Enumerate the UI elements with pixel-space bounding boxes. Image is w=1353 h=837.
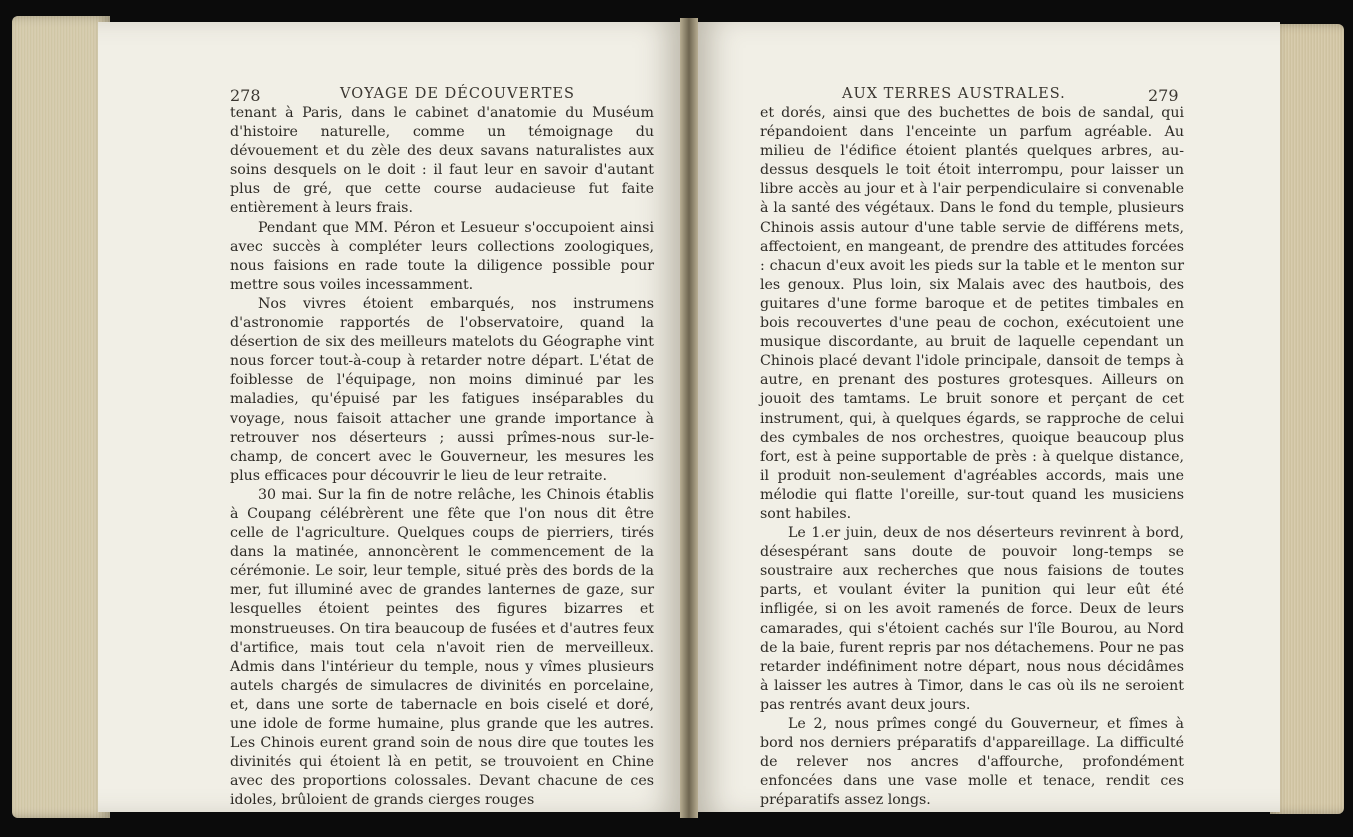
left-page-edges (12, 16, 110, 818)
right-running-head: AUX TERRES AUSTRALES. (842, 86, 1066, 102)
left-page-number: 278 (230, 86, 261, 105)
right-page-number: 279 (1148, 86, 1179, 105)
left-paragraph-4: 30 mai. Sur la fin de notre relâche, les Chinois établis à Coupang célébrèrent une fête que l'on nous dit être celle de l'agriculture. Quelques coups de pierriers, tirés dans la matinée, annoncèrent le commencement de la cérémonie. Le soir, leur temple, situé près des bords de la mer, fut illuminé avec de grandes lanternes de gaze, sur lesquelles étoient peintes des figures bizarres et monstrueuses. On tira beaucoup de fusées et d'autres feux d'artifice, mais tout cela n'avoit rien de merveilleux. Admis dans l'intérieur du temple, nous y vîmes plusieurs autels chargés de simulacres de divinités en porcelaine, et, dans une sorte de tabernacle en bois ciselé et doré, une idole de forme humaine, plus grande que les autres. Les Chinois eurent grand soin de nous dire que toutes les divinités qui étoient là en petit, se trouvoient en Chine avec des proportions colossales. Devant chacune de ces idoles, brûloient de grands cierges rouges (230, 486, 654, 809)
right-page-body (760, 104, 1184, 810)
left-paragraph-2: Pendant que MM. Péron et Lesueur s'occupoient ainsi avec succès à compléter leurs collections zoologiques, nous faisions en rade toute la diligence possible pour mettre sous voiles incessamment. (230, 219, 654, 293)
right-page-edges (1270, 24, 1344, 814)
right-paragraph-1: et dorés, ainsi que des buchettes de bois de sandal, qui répandoient dans l'enceinte un parfum agréable. Au milieu de l'édifice étoient plantés quelques arbres, au-dessus desquels le toit étoit interrompu, pour laisser un libre accès au jour et à l'air perpendiculaire si convenable à la santé des végétaux. Dans le fond du temple, plusieurs Chinois assis autour d'une table servie de différens mets, affectoient, en mangeant, de prendre des attitudes forcées : chacun d'eux avoit les pieds sur la table et le menton sur les genoux. Plus loin, six Malais avec des hautbois, des guitares d'une forme baroque et de petites timbales en bois recouvertes d'une peau de cochon, exécutoient une musique discordante, au bruit de laquelle cependant un Chinois placé devant l'idole principale, dansoit de temps à autre, en prenant des postures grotesques. Ailleurs on jouoit des tamtams. Le bruit sonore et perçant de cet instrument, qui, à quelques égards, se rapproche de celui des cymbales de nos orchestres, quoique beaucoup plus fort, est à peine supportable de près : à quelque distance, il produit non-seulement d'agréables accords, mais une mélodie qui flatte l'oreille, sur-tout quand les musiciens sont habiles. (760, 105, 1184, 522)
right-paragraph-3: Le 2, nous prîmes congé du Gouverneur, et fîmes à bord nos derniers préparatifs d'appareillage. La difficulté de relever nos ancres d'affourche, profondément enfoncées dans une vase molle et tenace, rendit ces préparatifs assez longs. (760, 716, 1184, 809)
left-running-head: VOYAGE DE DÉCOUVERTES (340, 86, 575, 102)
left-page-body (230, 104, 654, 810)
book-gutter (680, 18, 698, 818)
left-paragraph-1: tenant à Paris, dans le cabinet d'anatomie du Muséum d'histoire naturelle, comme un témoignage du dévouement et du zèle des deux savans naturalistes aux soins desquels on le doit : il faut leur en savoir d'autant plus de gré, que cette course audacieuse fut faite entièrement à leurs frais. (230, 105, 654, 217)
right-paragraph-2: Le 1.er juin, deux de nos déserteurs revinrent à bord, désespérant sans doute de pouvoir long-temps se soustraire aux recherches que nous faisions de toutes parts, et voulant éviter la punition qui leur eût été infligée, si on les avoit ramenés de force. Deux de leurs camarades, qui s'étoient cachés sur l'île Bourou, au Nord de la baie, furent repris par nos détachemens. Pour ne pas retarder indéfiniment notre départ, nous nous décidâmes à laisser les autres à Timor, dans le cas où ils ne seroient pas rentrés avant deux jours. (760, 525, 1184, 713)
left-paragraph-3: Nos vivres étoient embarqués, nos instrumens d'astronomie rapportés de l'observatoire, quand la désertion de six des meilleurs matelots du Géographe vint nous forcer tout-à-coup à retarder notre départ. L'état de foiblesse de l'équipage, non moins diminué par les maladies, qu'épuisé par les fatigues inséparables du voyage, nous faisoit attacher une grande importance à retrouver nos déserteurs ; aussi prîmes-nous sur-le-champ, de concert avec le Gouverneur, les mesures les plus efficaces pour découvrir le lieu de leur retraite. (230, 295, 654, 484)
